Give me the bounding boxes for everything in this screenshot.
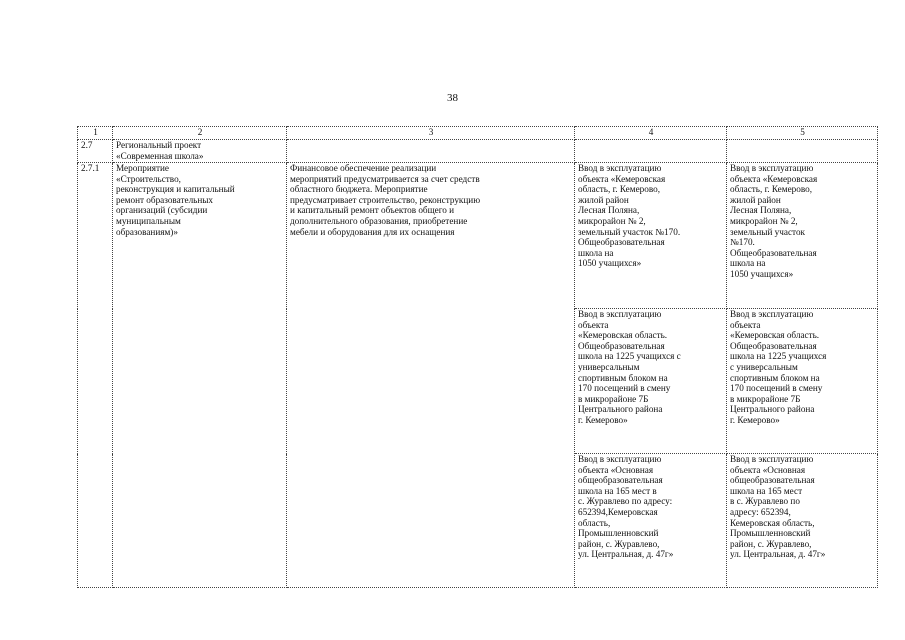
result-cell-col5: Ввод в эксплуатацию объекта «Кемеровская область. Общеобразовательная школа на 1225 учащихся с универсальным спортивным блоком на 170 посещений в смену в микрорайоне 7Б Центрального района г. Кемерово» [727,309,878,454]
program-table [77,126,878,588]
empty-cell [287,140,575,163]
row-number: 2.7 [78,140,113,163]
row-name: Региональный проект «Современная школа» [113,140,287,163]
table-header-row [78,127,878,140]
column-header: 5 [727,127,878,140]
empty-cell [575,140,727,163]
column-header: 1 [78,127,113,140]
row-number: 2.7.1 [78,163,113,588]
column-header: 2 [113,127,287,140]
table-row-2-7 [78,140,878,163]
row-name: Мероприятие «Строительство, реконструкция и капитальный ремонт образовательных организаций (субсидии муниципальным образованиям)» [113,163,287,588]
row-description: Финансовое обеспечение реализации мероприятий предусматривается за счет средств областного бюджета. Мероприятие предусматривает строительство, реконструкцию и капитальный ремонт объектов общего и дополнительного образования, приобретение мебели и оборудования для их оснащения [287,163,575,588]
result-cell-col5: Ввод в эксплуатацию объекта «Кемеровская область, г. Кемерово, жилой район Лесная Поляна, микрорайон № 2, земельный участок №170. Общеобразовательная школа на 1050 учащихся» [727,163,878,309]
column-header: 4 [575,127,727,140]
result-cell-col5: Ввод в эксплуатацию объекта «Основная общеобразовательная школа на 165 мест в с. Журавлево по адресу: 652394, Кемеровская область, Промышленновский район, с. Журавлево, ул. Центральная, д. 47г» [727,454,878,588]
result-cell-col4: Ввод в эксплуатацию объекта «Основная общеобразовательная школа на 165 мест в с. Журавлево по адресу: 652394,Кемеровская область, Промышленновский район, с. Журавлево, ул. Центральная, д. 47г» [575,454,727,588]
result-cell-col4: Ввод в эксплуатацию объекта «Кемеровская область. Общеобразовательная школа на 1225 учащихся с универсальным спортивным блоком на 170 посещений в смену в микрорайоне 7Б Центрального района г. Кемерово» [575,309,727,454]
column-header: 3 [287,127,575,140]
page-number: 38 [447,92,458,104]
result-cell-col4: Ввод в эксплуатацию объекта «Кемеровская область, г. Кемерово, жилой район Лесная Поляна, микрорайон № 2, земельный участок №170. Общеобразовательная школа на 1050 учащихся» [575,163,727,309]
table-row-2-7-1 [78,163,878,309]
empty-cell [727,140,878,163]
